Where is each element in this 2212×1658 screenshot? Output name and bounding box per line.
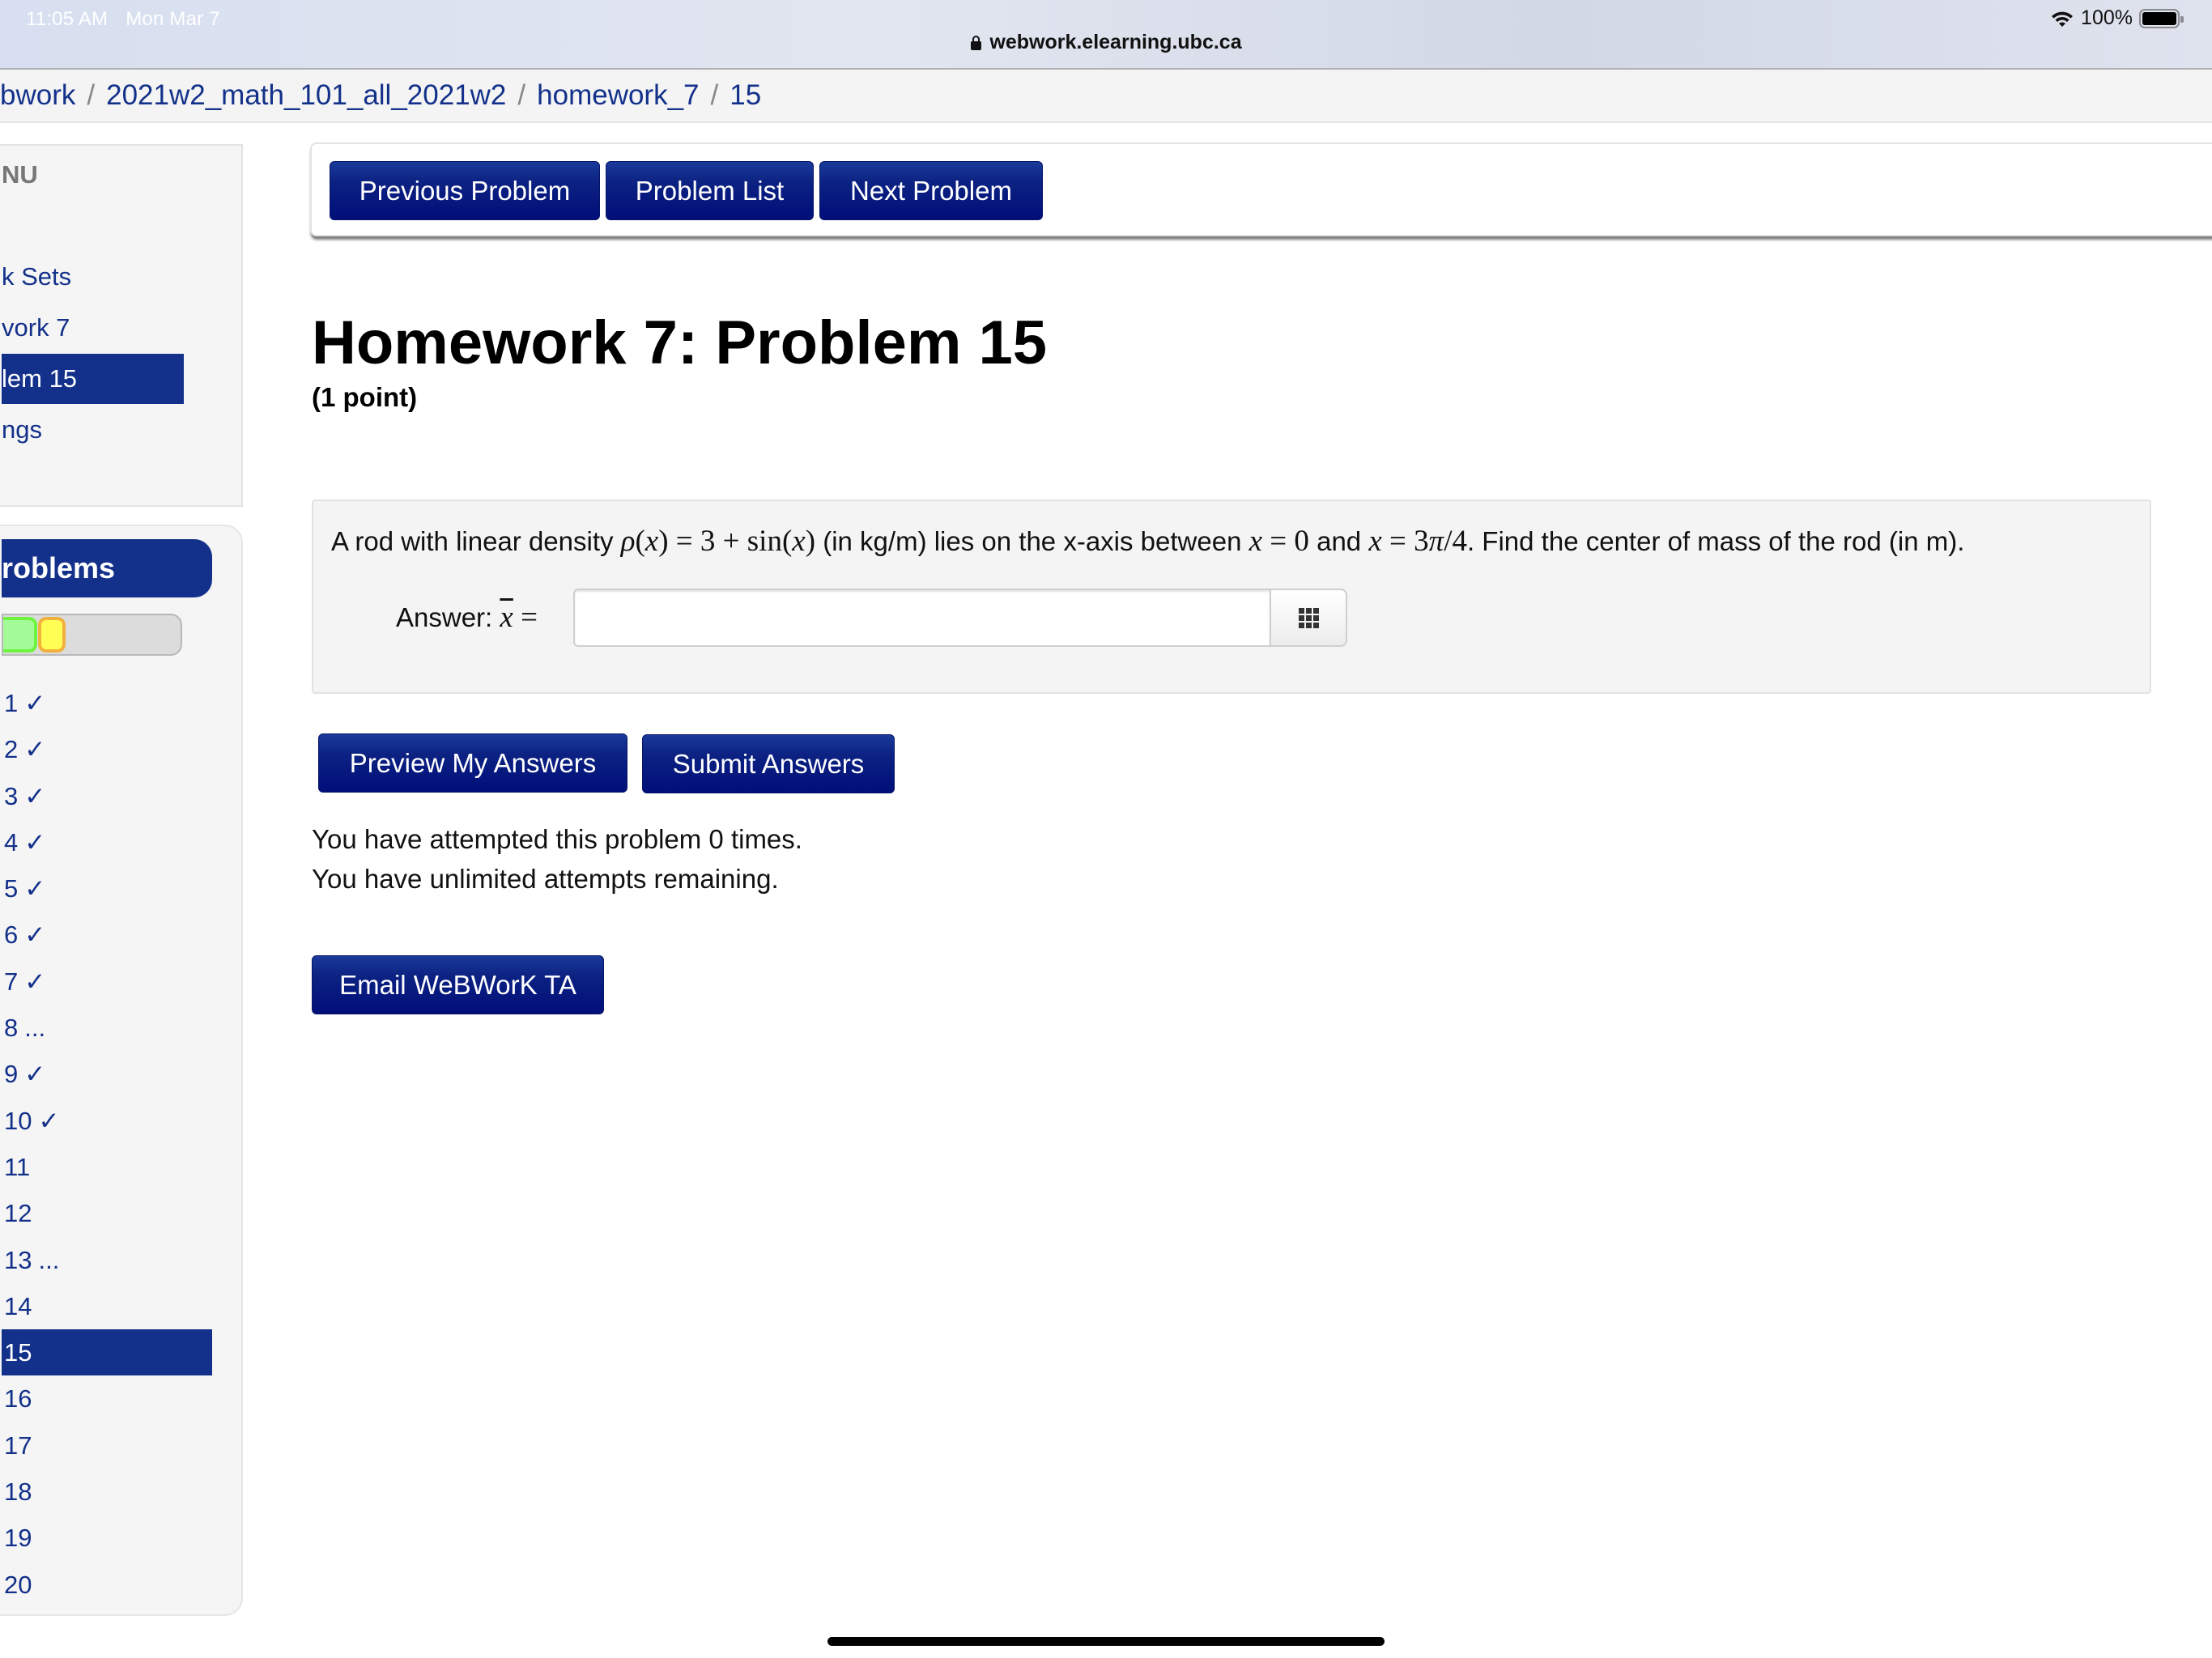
x-bar-symbol: $\overline{x}$ xyxy=(500,601,513,634)
check-icon: ✓ xyxy=(38,1106,60,1135)
math-density: ρ(x) = 3 + sin(x) xyxy=(620,525,816,558)
breadcrumb xyxy=(0,70,761,121)
problem-body xyxy=(312,500,2151,694)
problem-link-1[interactable]: 1 ✓ xyxy=(4,689,46,717)
problem-link-6[interactable]: 6 ✓ xyxy=(4,920,46,950)
status-time xyxy=(26,8,220,31)
attempts-remaining: You have unlimited attempts remaining. xyxy=(312,864,779,894)
problem-link-13[interactable]: 13 ... xyxy=(4,1245,60,1274)
breadcrumb-separator: / xyxy=(87,79,96,111)
grid-icon xyxy=(1299,608,1319,628)
lock-icon xyxy=(970,36,981,50)
status-indicators xyxy=(2050,6,2180,30)
submit-answers-button[interactable]: Submit Answers xyxy=(642,734,895,793)
problem-link-12[interactable]: 12 xyxy=(4,1199,32,1228)
menu-title: NU xyxy=(2,160,38,189)
time-text: 11:05 AM xyxy=(26,8,108,30)
problem-link-3[interactable]: 3 ✓ xyxy=(4,781,46,810)
progress-partial-segment xyxy=(38,617,66,653)
date-text: Mon Mar 7 xyxy=(125,8,220,30)
problem-link-9[interactable]: 9 ✓ xyxy=(4,1060,46,1089)
equation-editor-button[interactable] xyxy=(1270,589,1347,647)
breadcrumb-bar xyxy=(0,70,2212,123)
problems-panel xyxy=(0,525,243,1616)
problem-nav-bar xyxy=(310,142,2212,236)
breadcrumb-webwork[interactable]: bwork xyxy=(0,79,76,111)
problem-list-button[interactable]: Problem List xyxy=(606,161,814,220)
status-bar xyxy=(0,0,2212,70)
check-icon: ✓ xyxy=(24,967,46,996)
check-icon: ✓ xyxy=(24,781,46,810)
math-lower-bound: x = 0 xyxy=(1249,525,1309,558)
progress-correct-segment xyxy=(2,617,37,653)
math-upper-bound: x = 3π/4 xyxy=(1368,525,1467,558)
check-icon: ✓ xyxy=(24,874,46,903)
problem-link-5[interactable]: 5 ✓ xyxy=(4,874,46,903)
problem-link-19[interactable]: 19 xyxy=(4,1524,32,1553)
home-indicator[interactable] xyxy=(827,1637,1385,1646)
attempts-count: You have attempted this problem 0 times. xyxy=(312,824,802,854)
page-title: Homework 7: Problem 15 xyxy=(312,308,1048,377)
problem-link-8[interactable]: 8 ... xyxy=(4,1014,46,1043)
check-icon: ✓ xyxy=(24,735,46,764)
menu-item-homework-sets[interactable]: k Sets xyxy=(2,262,72,291)
problem-link-7[interactable]: 7 ✓ xyxy=(4,967,46,996)
check-icon: ✓ xyxy=(24,920,46,950)
problem-points: (1 point) xyxy=(312,382,418,412)
battery-percent: 100% xyxy=(2081,6,2133,29)
check-icon: ✓ xyxy=(24,1060,46,1089)
previous-problem-button[interactable]: Previous Problem xyxy=(330,161,600,220)
problem-list xyxy=(2,680,212,1608)
progress-bar xyxy=(2,614,182,656)
problem-link-4[interactable]: 4 ✓ xyxy=(4,827,46,857)
problem-link-14[interactable]: 14 xyxy=(4,1291,32,1320)
problem-link-17[interactable]: 17 xyxy=(4,1431,32,1460)
wifi-icon xyxy=(2050,9,2074,28)
answer-label: Answer: $\overline{x}$ = xyxy=(396,601,538,634)
breadcrumb-problem: 15 xyxy=(730,79,762,111)
next-problem-button[interactable]: Next Problem xyxy=(819,161,1043,220)
partial-icon: ... xyxy=(38,1245,60,1274)
problems-header: roblems xyxy=(2,539,212,597)
problem-link-2[interactable]: 2 ✓ xyxy=(4,735,46,764)
problem-link-11[interactable]: 11 xyxy=(4,1152,31,1181)
problem-link-10[interactable]: 10 ✓ xyxy=(4,1106,60,1135)
partial-icon: ... xyxy=(24,1014,46,1043)
menu-item-problem-15[interactable]: lem 15 xyxy=(2,354,184,404)
email-ta-button[interactable]: Email WeBWorK TA xyxy=(312,955,604,1014)
check-icon: ✓ xyxy=(24,689,46,717)
main-menu xyxy=(0,144,243,507)
check-icon: ✓ xyxy=(24,827,46,857)
url-text: webwork.elearning.ubc.ca xyxy=(989,31,1242,53)
answer-input[interactable] xyxy=(573,589,1270,647)
breadcrumb-set[interactable]: homework_7 xyxy=(537,79,700,111)
problem-link-15[interactable]: 15 xyxy=(2,1329,212,1375)
breadcrumb-separator: / xyxy=(517,79,526,111)
breadcrumb-separator: / xyxy=(710,79,719,111)
preview-answers-button[interactable]: Preview My Answers xyxy=(318,733,627,793)
problem-statement: A rod with linear density ρ(x) = 3 + sin(x) (in kg/m) lies on the x-axis between x = 0 and x = 3π/4. Find the center of mass of the rod (in m). xyxy=(331,525,1965,558)
battery-icon xyxy=(2139,9,2180,28)
menu-item-homework-7[interactable]: vork 7 xyxy=(2,313,70,342)
menu-item-settings[interactable]: ngs xyxy=(2,415,42,444)
problem-link-16[interactable]: 16 xyxy=(4,1384,32,1414)
problem-link-18[interactable]: 18 xyxy=(4,1477,32,1507)
address-bar[interactable] xyxy=(0,31,2212,54)
breadcrumb-course[interactable]: 2021w2_math_101_all_2021w2 xyxy=(106,79,507,111)
problem-link-20[interactable]: 20 xyxy=(4,1570,32,1599)
